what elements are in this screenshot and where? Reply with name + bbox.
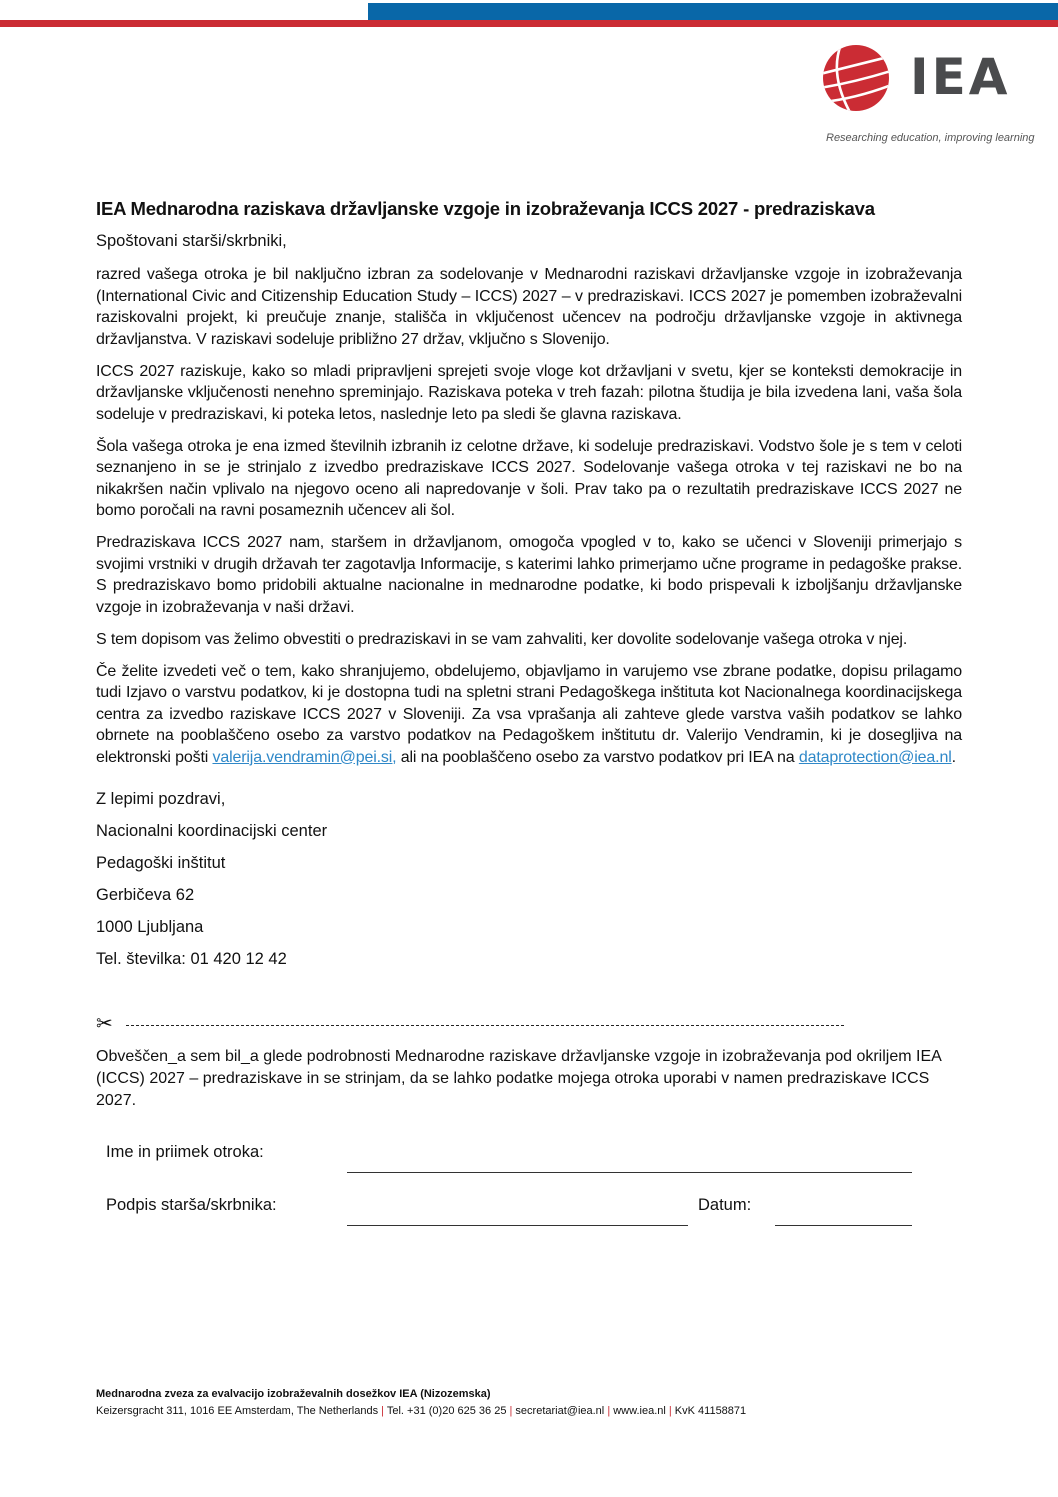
paragraph-privacy bbox=[96, 661, 962, 769]
footer bbox=[96, 1386, 746, 1420]
footer-separator: | bbox=[607, 1405, 611, 1417]
footer-phone: Tel. +31 (0)20 625 36 25 bbox=[386, 1405, 507, 1417]
signature-label: Podpis starša/skrbnika: bbox=[106, 1196, 277, 1214]
email-link-dataprotection[interactable]: dataprotection@iea.nl bbox=[798, 748, 952, 766]
child-name-label: Ime in priimek otroka: bbox=[106, 1143, 264, 1161]
footer-separator: | bbox=[509, 1405, 513, 1417]
footer-address: Keizersgracht 311, 1016 EE Amsterdam, The Netherlands bbox=[96, 1405, 379, 1417]
paragraph-intro: razred vašega otroka je bil naključno izbran za sodelovanje v Mednarodni raziskavi državljanske vzgoje in izobraževanja (International Civic and Citizenship Education Study – ICCS) 2027 – v predraziskavi. ICCS 2027 je pomemben izobraževalni raziskovalni projekt, ki preučuje znanje, stališča in vključenost učencev na področju državljanske vzgoje in aktivnega državljanstva. V raziskavi sodeluje približno 27 držav, vključno s Slovenijo. bbox=[96, 266, 962, 348]
signature-line-phone: Tel. številka: 01 420 12 42 bbox=[96, 949, 287, 968]
tear-off-line bbox=[96, 1014, 856, 1036]
footer-contact bbox=[96, 1403, 746, 1420]
privacy-text-after: . bbox=[951, 748, 956, 766]
letter-body bbox=[96, 198, 962, 975]
privacy-text-middle: ali na pooblaščeno osebo za varstvo podatkov pri IEA na bbox=[396, 748, 799, 766]
consent-statement: Obveščen_a sem bil_a glede podrobnosti Mednarodne raziskave državljanske vzgoje in izobraževanja pod okriljem IEA (ICCS) 2027 – predraziskave in se strinjam, da se lahko podatke mojega otroka uporabi v namen predraziskave ICCS 2027. bbox=[96, 1048, 941, 1109]
footer-kvk: KvK 41158871 bbox=[674, 1405, 747, 1417]
signature-line-institute: Pedagoški inštitut bbox=[96, 853, 226, 872]
paragraph-thanks: S tem dopisom vas želimo obvestiti o predraziskavi in se vam zahvaliti, ker dovolite sodelovanje vašega otroka v njej. bbox=[96, 630, 908, 648]
header-blue-bar bbox=[368, 3, 1058, 20]
globe-icon bbox=[822, 44, 890, 112]
child-name-field[interactable] bbox=[347, 1172, 912, 1173]
salutation: Spoštovani starši/skrbniki, bbox=[96, 232, 287, 250]
header-red-bar bbox=[0, 20, 1058, 27]
dashed-cut-line bbox=[126, 1025, 844, 1026]
document-title: IEA Mednarodna raziskava državljanske vzgoje in izobraževanja ICCS 2027 - predraziskava bbox=[96, 198, 875, 219]
logo-text: IEA bbox=[910, 48, 1011, 106]
email-link-vendramin[interactable]: valerija.vendramin@pei.si, bbox=[212, 748, 397, 766]
footer-separator: | bbox=[381, 1405, 385, 1417]
signature-line-center: Nacionalni koordinacijski center bbox=[96, 821, 328, 840]
paragraph-school: Šola vašega otroka je ena izmed številnih izbranih iz celotne države, ki sodeluje predraziskavi. Vodstvo šole je s tem v celoti seznanjeno in se je strinjalo z izvedbo predraziskave ICCS 2027. Sodelovanje vašega otroka v tej raziskavi ne bo na nikakršen način vplivalo na njegovo oceno ali napredovanje v šoli. Prav tako pa o rezultatih predraziskave ICCS 2027 ne bomo poročali na ravni posameznih učencev ali šol. bbox=[96, 437, 962, 519]
scissors-icon: ✂ bbox=[96, 1013, 113, 1035]
signature-line-street: Gerbičeva 62 bbox=[96, 885, 195, 904]
date-label: Datum: bbox=[698, 1196, 752, 1214]
footer-email[interactable]: secretariat@iea.nl bbox=[515, 1405, 605, 1417]
date-field[interactable] bbox=[775, 1225, 912, 1226]
closing: Z lepimi pozdravi, bbox=[96, 789, 226, 808]
signature-line-city: 1000 Ljubljana bbox=[96, 917, 204, 936]
paragraph-research: ICCS 2027 raziskuje, kako so mladi pripravljeni sprejeti svoje vloge kot državljani v svetu, kjer se konteksti demokracije in državljanske vključenosti nenehno spreminjajo. Raziskava poteka v treh fazah: pilotna študija je bila izvedena lani, vaša šola sodeluje v predraziskavi, ki poteka letos, naslednje leto pa sledi še glavna raziskava. bbox=[96, 362, 962, 423]
paragraph-benefits: Predraziskava ICCS 2027 nam, staršem in državljanom, omogoča vpogled v to, kako se učenci v Sloveniji primerjajo s svojimi vrstniki v drugih državah ter zagotavlja Informacije, s katerimi lahko primerjamo učne programe in pedagoške prakse. S predraziskavo bomo pridobili aktualne nacionalne in mednarodne podatke, ki bodo prispevali k izboljšanju državljanske vzgoje in izobraževanja v naši državi. bbox=[96, 534, 962, 616]
privacy-text-before: Če želite izvedeti več o tem, kako shranjujemo, obdelujemo, objavljamo in varujemo vse zbrane podatke, dopisu prilagamo tudi Izjavo o varstvu podatkov, ki je dostopna tudi na spletni strani Pedagoškega inštituta kot Nacionalnega koordinacijskega centra za izvedbo raziskave ICCS 2027 v Sloveniji. Za vsa vprašanja ali zahteve glede varstva vaših podatkov se lahko obrnete na pooblaščeno osebo za varstvo podatkov na Pedagoškem inštitutu dr. Valerijo Vendramin, ki je dosegljiva na elektronski pošti bbox=[96, 662, 962, 766]
signature-field[interactable] bbox=[347, 1225, 688, 1226]
logo-tagline: Researching education, improving learning bbox=[826, 132, 1035, 144]
footer-website[interactable]: www.iea.nl bbox=[613, 1405, 666, 1417]
iea-logo bbox=[822, 44, 1035, 144]
footer-org-name: Mednarodna zveza za evalvacijo izobraževalnih dosežkov IEA (Nizozemska) bbox=[96, 1388, 491, 1400]
footer-separator: | bbox=[668, 1405, 672, 1417]
